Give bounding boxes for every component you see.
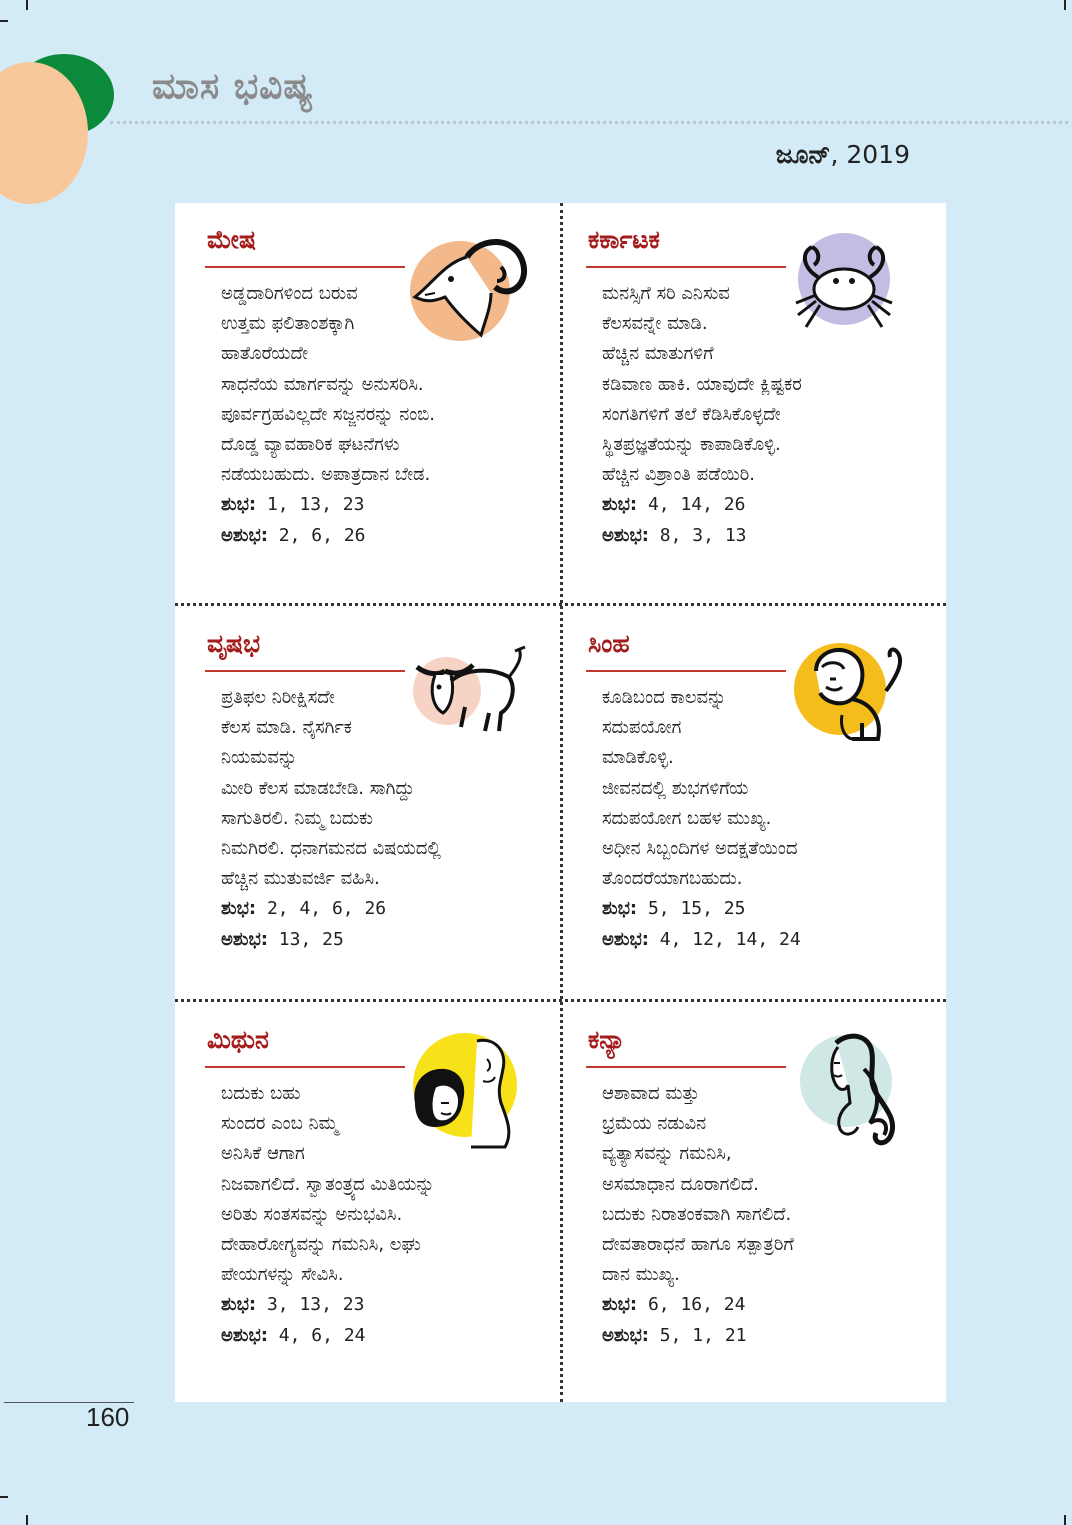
lucky-label: ಶುಭ: — [221, 494, 257, 516]
row-divider — [175, 603, 946, 606]
lucky-days — [602, 1290, 922, 1320]
text-line: ಹೆಚ್ಚಿನ ಮಾತುಗಳಿಗೆ — [602, 343, 714, 365]
text-line: ಹೆಚ್ಚಿನ ವಿಶ್ರಾಂತಿ ಪಡೆಯಿರಿ. — [602, 464, 755, 486]
lucky-label: ಶುಭ: — [602, 898, 638, 920]
text-line: ಸದುಪಯೋಗ ಬಹಳ ಮುಖ್ಯ. — [602, 807, 772, 829]
text-line: ಸಾಗುತಿರಲಿ. ನಿಮ್ಮ ಬದುಕು — [221, 807, 374, 829]
text-line: ಹಾತೊರೆಯದೇ — [221, 343, 309, 365]
text-line: ಆಶಾವಾದ ಮತ್ತು — [602, 1083, 700, 1104]
text-line: ದೊಡ್ಡ ವ್ಯಾವಹಾರಿಕ ಘಟನೆಗಳು — [221, 434, 400, 456]
sign-underline — [586, 266, 786, 268]
sign-text — [221, 279, 541, 551]
sign-block-mithuna — [175, 1003, 555, 1399]
month-label: ಜೂನ್ — [775, 140, 831, 169]
crop-mark — [26, 0, 28, 10]
lucky-label: ಶುಭ: — [221, 898, 257, 920]
sign-underline — [205, 670, 405, 672]
lucky-values: 6, 16, 24 — [647, 1294, 746, 1316]
crop-mark — [0, 1496, 8, 1498]
lucky-values: 1, 13, 23 — [266, 494, 365, 516]
unlucky-label: ಅಶುಭ: — [221, 928, 268, 950]
sign-title: ಕರ್ಕಾಟಕ — [588, 225, 660, 254]
lucky-days — [602, 894, 922, 924]
lucky-label: ಶುಭ: — [602, 1294, 638, 1316]
year-label: , 2019 — [830, 140, 910, 169]
sign-title: ಮೇಷ — [207, 225, 256, 254]
sign-title: ಕನ್ಯಾ — [588, 1025, 626, 1054]
unlucky-label: ಅಶುಭ: — [602, 928, 649, 950]
sign-text — [221, 683, 541, 955]
sign-text — [602, 683, 922, 955]
lucky-days — [221, 1290, 541, 1320]
sign-text — [221, 1079, 541, 1351]
sign-block-simha — [556, 607, 936, 1003]
text-line: ಕೆಲಸವನ್ನೇ ಮಾಡಿ. — [602, 313, 708, 335]
text-line: ಮೀರಿ ಕೆಲಸ ಮಾಡಬೇಡಿ. ಸಾಗಿದ್ದು — [221, 777, 415, 799]
lucky-label: ಶುಭ: — [221, 1294, 257, 1316]
text-line: ಪ್ರತಿಫಲ ನಿರೀಕ್ಷಿಸದೇ — [221, 687, 335, 708]
text-line: ಕೆಲಸ ಮಾಡಿ. ನೈಸರ್ಗಿಕ — [221, 717, 352, 739]
text-line: ಬದುಕು ನಿರಾತಂಕವಾಗಿ ಸಾಗಲಿದೆ. — [602, 1203, 792, 1225]
text-line: ದೇಹಾರೋಗ್ಯವನ್ನು ಗಮನಿಸಿ, ಲಘು — [221, 1234, 421, 1256]
sign-text — [602, 279, 922, 551]
sign-block-vrushabha — [175, 607, 555, 1003]
text-line: ಮನಸ್ಸಿಗೆ ಸರಿ ಎನಿಸುವ — [602, 283, 730, 304]
lucky-days — [221, 490, 541, 520]
text-line: ಪೂರ್ವಗ್ರಹವಿಲ್ಲದೇ ಸಜ್ಜನರನ್ನು ನಂಬಿ. — [221, 403, 435, 425]
text-line: ಸಂಗತಿಗಳಿಗೆ ತಲೆ ಕೆಡಿಸಿಕೊಳ್ಳದೇ — [602, 403, 781, 425]
lucky-values: 2, 4, 6, 26 — [266, 898, 387, 920]
text-line: ಸದುಪಯೋಗ — [602, 717, 682, 739]
sign-title: ಸಿಂಹ — [588, 629, 630, 658]
sign-title: ಮಿಥುನ — [207, 1025, 269, 1054]
text-line: ಅರಿತು ಸಂತಸವನ್ನು ಅನುಭವಿಸಿ. — [221, 1203, 403, 1225]
text-line: ಅಸಮಾಧಾನ ದೂರಾಗಲಿದೆ. — [602, 1173, 759, 1195]
unlucky-days — [221, 925, 541, 955]
sign-underline — [586, 670, 786, 672]
sign-underline — [205, 1066, 405, 1068]
text-line: ಭ್ರಮೆಯ ನಡುವಿನ — [602, 1113, 707, 1135]
sign-title: ವೃಷಭ — [207, 629, 261, 658]
text-line: ದೇವತಾರಾಧನೆ ಹಾಗೂ ಸತ್ಪಾತ್ರರಿಗೆ — [602, 1234, 794, 1256]
crop-mark — [1064, 1515, 1066, 1525]
month-date — [776, 140, 910, 170]
unlucky-days — [602, 925, 922, 955]
sign-block-kanya — [556, 1003, 936, 1399]
unlucky-label: ಅಶುಭ: — [602, 1324, 649, 1346]
horoscope-card — [175, 203, 946, 1402]
text-line: ಅಡ್ಡದಾರಿಗಳಿಂದ ಬರುವ — [221, 283, 358, 304]
lucky-values: 3, 13, 23 — [266, 1294, 365, 1316]
text-line: ಅನಿಸಿಕೆ ಆಗಾಗ — [221, 1143, 305, 1165]
sign-block-mesha — [175, 203, 555, 599]
unlucky-label: ಅಶುಭ: — [602, 524, 649, 546]
lucky-days — [602, 490, 922, 520]
text-line: ಪೇಯಗಳನ್ನು ಸೇವಿಸಿ. — [221, 1264, 344, 1286]
lucky-days — [221, 894, 541, 924]
lucky-values: 5, 15, 25 — [647, 898, 746, 920]
text-line: ಬದುಕು ಬಹು — [221, 1083, 301, 1104]
unlucky-values: 4, 6, 24 — [278, 1324, 366, 1346]
page-number: 160 — [86, 1402, 130, 1432]
sign-text — [602, 1079, 922, 1351]
text-line: ಮಾಡಿಕೊಳ್ಳಿ. — [602, 747, 674, 769]
crop-mark — [0, 20, 8, 22]
text-line: ಕಡಿವಾಣ ಹಾಕಿ. ಯಾವುದೇ ಕ್ಲಿಷ್ಟಕರ — [602, 373, 802, 395]
text-line: ದಾನ ಮುಖ್ಯ. — [602, 1264, 680, 1286]
text-line: ಜೀವನದಲ್ಲಿ ಶುಭಗಳಿಗೆಯ — [602, 777, 749, 799]
text-line: ಉತ್ತಮ ಫಲಿತಾಂಶಕ್ಕಾಗಿ — [221, 313, 355, 335]
unlucky-values: 2, 6, 26 — [278, 524, 366, 546]
text-line: ನಿಯಮವನ್ನು — [221, 747, 298, 769]
unlucky-label: ಅಶುಭ: — [221, 524, 268, 546]
unlucky-days — [221, 1321, 541, 1351]
text-line: ಕೂಡಿಬಂದ ಕಾಲವನ್ನು — [602, 687, 727, 708]
text-line: ಸುಂದರ ಎಂಬ ನಿಮ್ಮ — [221, 1113, 339, 1135]
text-line: ಸ್ಥಿತಪ್ರಜ್ಞತೆಯನ್ನು ಕಾಪಾಡಿಕೊಳ್ಳಿ. — [602, 434, 781, 456]
unlucky-label: ಅಶುಭ: — [221, 1324, 268, 1346]
crop-mark — [1064, 0, 1066, 10]
unlucky-days — [602, 521, 922, 551]
lucky-label: ಶುಭ: — [602, 494, 638, 516]
sign-underline — [586, 1066, 786, 1068]
text-line: ತೊಂದರೆಯಾಗಬಹುದು. — [602, 868, 743, 890]
unlucky-values: 13, 25 — [278, 928, 344, 950]
title-divider — [110, 121, 1068, 124]
text-line: ಸಾಧನೆಯ ಮಾರ್ಗವನ್ನು ಅನುಸರಿಸಿ. — [221, 373, 424, 395]
lucky-values: 4, 14, 26 — [647, 494, 746, 516]
sign-underline — [205, 266, 405, 268]
unlucky-values: 5, 1, 21 — [659, 1324, 747, 1346]
section-title: ಮಾಸ ಭವಿಷ್ಯ — [152, 66, 314, 107]
text-line: ಅಧೀನ ಸಿಬ್ಬಂದಿಗಳ ಅದಕ್ಷತೆಯಿಂದ — [602, 838, 798, 860]
text-line: ನಿಜವಾಗಲಿದೆ. ಸ್ವಾತಂತ್ರ್ಯದ ಮಿತಿಯನ್ನು — [221, 1173, 435, 1195]
unlucky-values: 4, 12, 14, 24 — [659, 928, 801, 950]
text-line: ಹೆಚ್ಚಿನ ಮುತುವರ್ಜಿ ವಹಿಸಿ. — [221, 868, 380, 890]
crop-mark — [26, 1515, 28, 1525]
text-line: ನಡೆಯಬಹುದು. ಅಪಾತ್ರದಾನ ಬೇಡ. — [221, 464, 431, 486]
unlucky-values: 8, 3, 13 — [659, 524, 747, 546]
text-line: ನಿಮಗಿರಲಿ. ಧನಾಗಮನದ ವಿಷಯದಲ್ಲಿ — [221, 838, 441, 860]
unlucky-days — [221, 521, 541, 551]
text-line: ವ್ಯತ್ಯಾಸವನ್ನು ಗಮನಿಸಿ, — [602, 1143, 732, 1165]
sign-block-karkataka — [556, 203, 936, 599]
unlucky-days — [602, 1321, 922, 1351]
